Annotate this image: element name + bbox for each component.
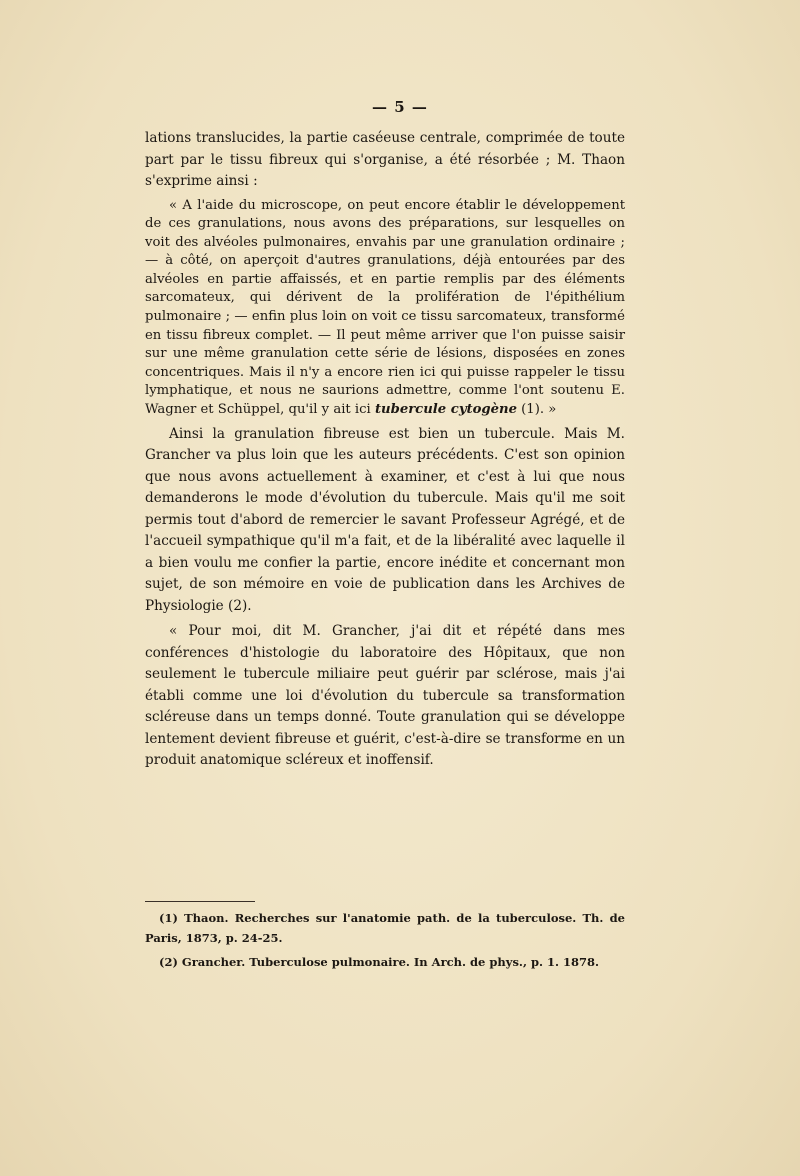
quote-thaon-ref: (1). » <box>516 402 557 418</box>
paragraph-grancher-intro: Ainsi la granulation fibreuse est bien un tubercule. Mais M. Grancher va plus loin que les auteurs précédents. C'est son opinion que nous avons actuellement à examiner, et c'est à lui que nous demanderons le mode d'évolution du tubercule. Mais qu'il me soit permis tout d'abord de remercier le savant Professeur Agrégé, et de l'accueil sympathique qu'il m'a fait, et de la libéralité avec laquelle il a bien voulu me confier la partie, encore inédite et concernant mon sujet, de son mémoire en voie de publication dans les Archives de Physiologie (2). <box>145 425 625 614</box>
quote-thaon-text: « A l'aide du microscope, on peut encore établir le développement de ces granulations, nous avons des préparations, sur lesquelles on voit des alvéoles pulmonaires, envahis par une granulation ordinaire ; — à côté, on aperçoit d'autres granulations, déjà entourées par des alvéoles en partie affaissés, et en partie remplis par des éléments sarcomateux, qui dérivent de la prolifération de l'épithélium pulmonaire ; — enfin plus loin on voit ce tissu sarcomateux, transformé en tissu fibreux complet. — Il peut même arriver que l'on puisse saisir sur une même granulation cette série de lésions, disposées en zones concentriques. Mais il n'y a encore rien ici qui puisse rappeler le tissu lymphatique, et nous ne saurions admettre, comme l'ont soutenu E. Wagner et Schüppel, qu'il y ait ici <box>145 197 625 418</box>
footnotes <box>145 908 625 972</box>
quote-thaon-emphasis: tubercule cytogène <box>374 402 517 418</box>
body-text <box>145 128 625 772</box>
footnote-1: (1) Thaon. Recherches sur l'anatomie path. de la tuberculose. Th. de Paris, 1873, p. 24-25. <box>145 911 625 945</box>
footnote-divider <box>145 901 255 902</box>
quote-thaon <box>145 197 625 420</box>
quote-grancher: « Pour moi, dit M. Grancher, j'ai dit et répété dans mes conférences d'histologie du laboratoire des Hôpitaux, que non seulement le tubercule miliaire peut guérir par sclérose, mais j'ai établi comme une loi d'évolution du tubercule sa transformation scléreuse dans un temps donné. Toute granulation qui se développe lentement devient fibreuse et guérit, c'est-à-dire se transforme en un produit anatomique scléreux et inoffensif. <box>145 623 625 769</box>
paragraph-continuation: lations translucides, la partie caséeuse centrale, comprimée de toute part par le tissu fibreux qui s'organise, a été résorbée ; M. Thaon s'exprime ainsi : <box>145 130 625 189</box>
page-number: — 5 — <box>372 98 428 116</box>
footnote-2: (2) Grancher. Tuberculose pulmonaire. In Arch. de phys., p. 1. 1878. <box>159 955 600 969</box>
